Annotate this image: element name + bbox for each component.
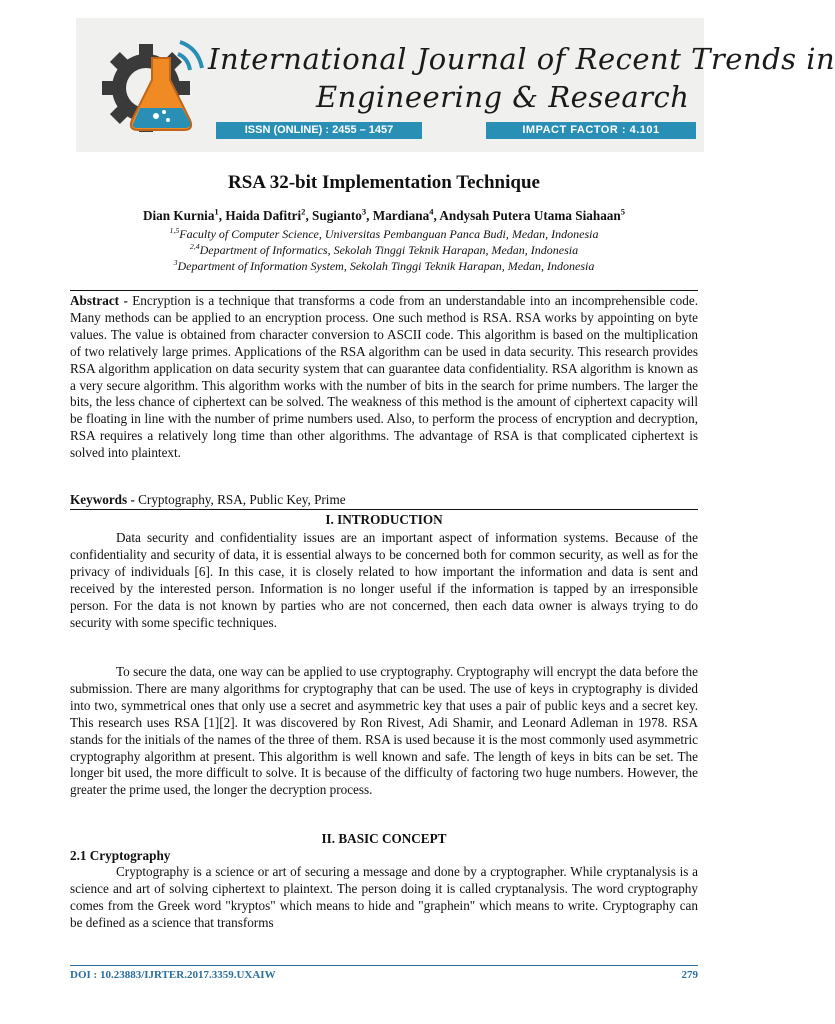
doi-link[interactable]: DOI : 10.23883/IJRTER.2017.3359.UXAIW bbox=[70, 969, 276, 981]
author-name: Haida Dafitri bbox=[225, 208, 302, 223]
author-affiliation-mark: 4 bbox=[429, 206, 434, 217]
author-affiliation-mark: 5 bbox=[620, 206, 626, 217]
author-name: Sugianto bbox=[312, 208, 362, 223]
affiliation-2: $^{2,4}$Department of Informatics, Sekolah Tinggi Teknik Harapan, Medan, Indonesia bbox=[189, 242, 579, 257]
author-name: Dian Kurnia bbox=[142, 208, 215, 223]
abstract-top-rule bbox=[70, 290, 698, 291]
affiliation-1: $^{1,5}$Faculty of Computer Science, Universitas Pembanguan Panca Budi, Medan, Indonesia bbox=[169, 226, 599, 241]
subsection-heading-cryptography: 2.1 Cryptography bbox=[70, 848, 171, 863]
author-affiliation-mark: 1 bbox=[214, 206, 219, 217]
keywords-bottom-rule bbox=[70, 509, 698, 510]
issn-badge: ISSN (ONLINE) : 2455 – 1457 bbox=[216, 122, 422, 139]
journal-name-line1: International Journal of Recent Trends in bbox=[208, 42, 835, 76]
section-heading-basic-concept: II. BASIC CONCEPT bbox=[321, 831, 447, 846]
affiliation-3: $^3$Department of Information System, Sekolah Tinggi Teknik Harapan, Medan, Indonesia bbox=[173, 258, 595, 273]
paper-title: RSA 32-bit Implementation Technique bbox=[228, 172, 540, 193]
section-heading-introduction: I. INTRODUCTION bbox=[325, 512, 443, 527]
abstract-text: Encryption is a technique that transforms a code from an understandable into an incomprehensible code. Many methods can be applied to an encryption process. One such method is RSA. RSA works by appointing on byte values. The value is obtained from character conversion to ASCII code. This algorithm is based on the multiplication of two relatively large primes. Applications of the RSA algorithm can be used in data security. This research provides RSA algorithm application on data security system that can guarantee data confidentiality. RSA algorithm is known as a very secure algorithm. This algorithm works with the number of bits in the search for prime numbers. The larger the bits, the less chance of ciphertext can be solved. The weakness of this method is the amount of ciphertext capacity will be floating in line with the number of prime numbers used. Also, to perform the process of encryption and decryption, RSA requires a relatively long time than other algorithms. The advantage of RSA is that complicated ciphertext is solved into plaintext. bbox=[70, 293, 698, 461]
journal-banner bbox=[76, 18, 835, 152]
abstract bbox=[70, 293, 698, 462]
page-number: 279 bbox=[681, 969, 698, 981]
keywords bbox=[70, 492, 698, 509]
keywords-label: Keywords - bbox=[70, 492, 135, 507]
gear-flask-logo-icon bbox=[94, 24, 206, 148]
cryptography-paragraph: Cryptography is a science or art of securing a message and done by a cryptographer. While cryptanalysis is a science and art of solving ciphertext to plaintext. The person doing it is called cryptanalysis. The word cryptography comes from the Greek word "kryptos" which means to hide and "graphein" which means to write. Cryptography can be defined as a science that transforms bbox=[70, 864, 698, 930]
author-name: Mardiana bbox=[372, 208, 430, 223]
author-list: Dian Kurnia$^1$, Haida Dafitri$^2$, Sugianto$^3$, Mardiana$^4$, Andysah Putera Utama Siahaan$^5$ bbox=[142, 206, 626, 223]
footer-rule bbox=[70, 965, 698, 966]
intro-paragraph-2: To secure the data, one way can be applied to use cryptography. Cryptography will encrypt the data before the submission. There are many algorithms for cryptography that can be used. The use of keys in cryptography is divided into two, symmetrical ones that only use a secret and asymmetric key that uses a pair of public keys and a secret key. This research uses RSA [1][2]. It was discovered by Ron Rivest, Adi Shamir, and Leonard Adleman in 1978. RSA stands for the initials of the names of the three of them. RSA is used because it is the most commonly used asymmetric cryptography algorithm at present. This algorithm is well known and safe. The length of keys in bits can be set. The longer bit used, the more difficult to solve. It is because of the difficulty of factoring two huge numbers. However, the greater the prime used, the longer the decryption process. bbox=[70, 664, 698, 798]
impact-factor-badge: IMPACT FACTOR : 4.101 bbox=[486, 122, 696, 139]
journal-name-line2: Engineering & Research bbox=[316, 80, 690, 114]
author-affiliation-mark: 2 bbox=[301, 206, 306, 217]
author-name: Andysah Putera Utama Siahaan bbox=[439, 208, 621, 223]
intro-paragraph-1: Data security and confidentiality issues are an important aspect of information systems. Because of the confidentiality and security of data, it is essential always to be concerned both for common security, as well as for the privacy of individuals [6]. In this case, it is closely related to how important the information and data is sent and received by the interested person. Information is no longer useful if the information is tapped by an irresponsible person. For the data is not known by parties who are not concerned, then each data owner is always trying to do security with some specific techniques. bbox=[70, 530, 698, 630]
abstract-label: Abstract - bbox=[70, 293, 128, 308]
keywords-text: Cryptography, RSA, Public Key, Prime bbox=[134, 492, 346, 507]
author-affiliation-mark: 3 bbox=[361, 206, 367, 217]
